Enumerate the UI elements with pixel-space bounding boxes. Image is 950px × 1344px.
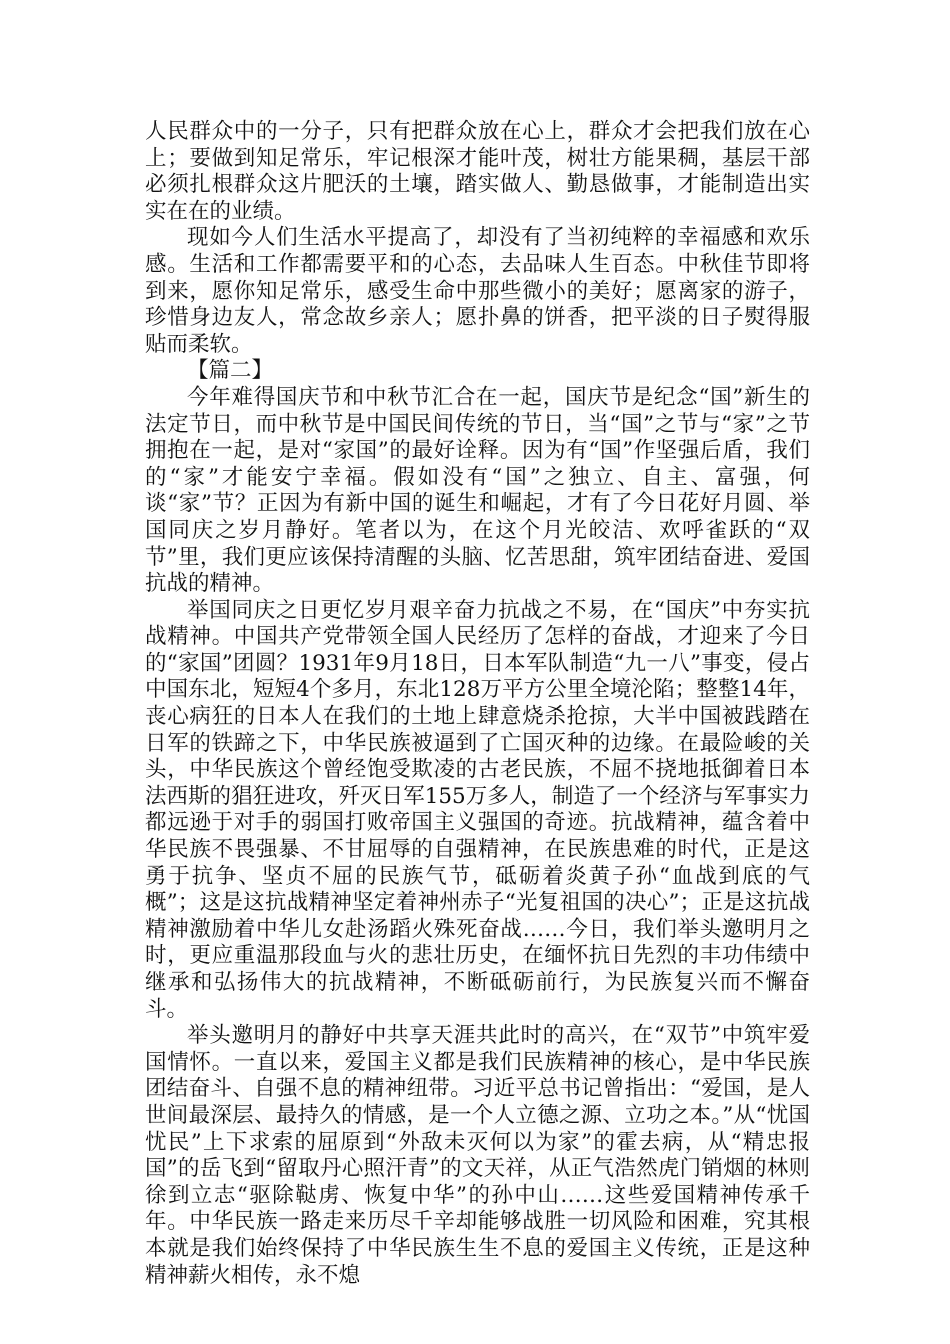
paragraph-resistance-spirit: 举国同庆之日更忆岁月艰辛奋力抗战之不易，在“国庆”中夯实抗战精神。中国共产党带领全国人民经历了怎样的奋战，才迎来了今日的“家国”团圆？1931年9月18日，日本军队制造“九一八”事变，侵占中国东北，短短4个多月，东北128万平方公里全境沦陷；整整14年，丧心病狂的日本人在我们的土地上肆意烧杀抢掠，大半中国被践踏在日军的铁蹄之下，中华民族被逼到了亡国灭种的边缘。在最险峻的关头，中华民族这个曾经饱受欺凌的古老民族，不屈不挠地抵御着日本法西斯的猖狂进攻，歼灭日军155万多人，制造了一个经济与军事实力都远逊于对手的弱国打败帝国主义强国的奇迹。抗战精神，蕴含着中华民族不畏强暴、不甘屈辱的自强精神，在民族患难的时代，正是这勇于抗争、坚贞不屈的民族气节，砥砺着炎黄子孙“血战到底的气概”；这是这抗战精神坚定着神州赤子“光复祖国的决心”；正是这抗战精神激励着中华儿女赴汤蹈火殊死奋战……今日，我们举头邀明月之时，更应重温那段血与火的悲壮历史，在缅怀抗日先烈的丰功伟绩中继承和弘扬伟大的抗战精神，不断砥砺前行，为民族复兴而不懈奋斗。 bbox=[145, 597, 810, 1022]
paragraph-patriotism: 举头邀明月的静好中共享天涯共此时的高兴，在“双节”中筑牢爱国情怀。一直以来，爱国主义都是我们民族精神的核心，是中华民族团结奋斗、自强不息的精神纽带。习近平总书记曾指出：“爱国，是人世间最深层、最持久的情感，是一个人立德之源、立功之本。”从“忧国忧民”上下求索的屈原到“外敌未灭何以为家”的霍去病，从“精忠报国”的岳飞到“留取丹心照汗青”的文天祥，从正气浩然虎门销烟的林则徐到立志“驱除鞑虏、恢复中华”的孙中山……这些爱国精神传承千年。中华民族一路走来历尽千辛却能够战胜一切风险和困难，究其根本就是我们始终保持了中华民族生生不息的爱国主义传统，正是这种精神薪火相传，永不熄 bbox=[145, 1023, 810, 1288]
document-page bbox=[145, 119, 810, 1289]
paragraph-national-day: 今年难得国庆节和中秋节汇合在一起，国庆节是纪念“国”新生的法定节日，而中秋节是中国民间传统的节日，当“国”之节与“家”之节拥抱在一起，是对“家国”的最好诠释。因为有“国”作坚强后盾，我们的“家”才能安宁幸福。假如没有“国”之独立、自主、富强，何谈“家”节？正因为有新中国的诞生和崛起，才有了今日花好月圆、举国同庆之岁月静好。笔者以为，在这个月光皎洁、欢呼雀跃的“双节”里，我们更应该保持清醒的头脑、忆苦思甜，筑牢团结奋进、爱国抗战的精神。 bbox=[145, 384, 810, 597]
paragraph-happiness: 现如今人们生活水平提高了，却没有了当初纯粹的幸福感和欢乐感。生活和工作都需要平和的心态，去品味人生百态。中秋佳节即将到来，愿你知足常乐，感受生命中那些微小的美好；愿离家的游子，珍惜身边友人，常念故乡亲人；愿扑鼻的饼香，把平淡的日子熨得服贴而柔软。 bbox=[145, 225, 810, 357]
paragraph-continuation: 人民群众中的一分子，只有把群众放在心上，群众才会把我们放在心上；要做到知足常乐，牢记根深才能叶茂，树壮方能果稠，基层干部必须扎根群众这片肥沃的土壤，踏实做人、勤恳做事，才能制造出实实在在的业绩。 bbox=[145, 119, 810, 224]
section-heading: 【篇二】 bbox=[187, 358, 274, 384]
